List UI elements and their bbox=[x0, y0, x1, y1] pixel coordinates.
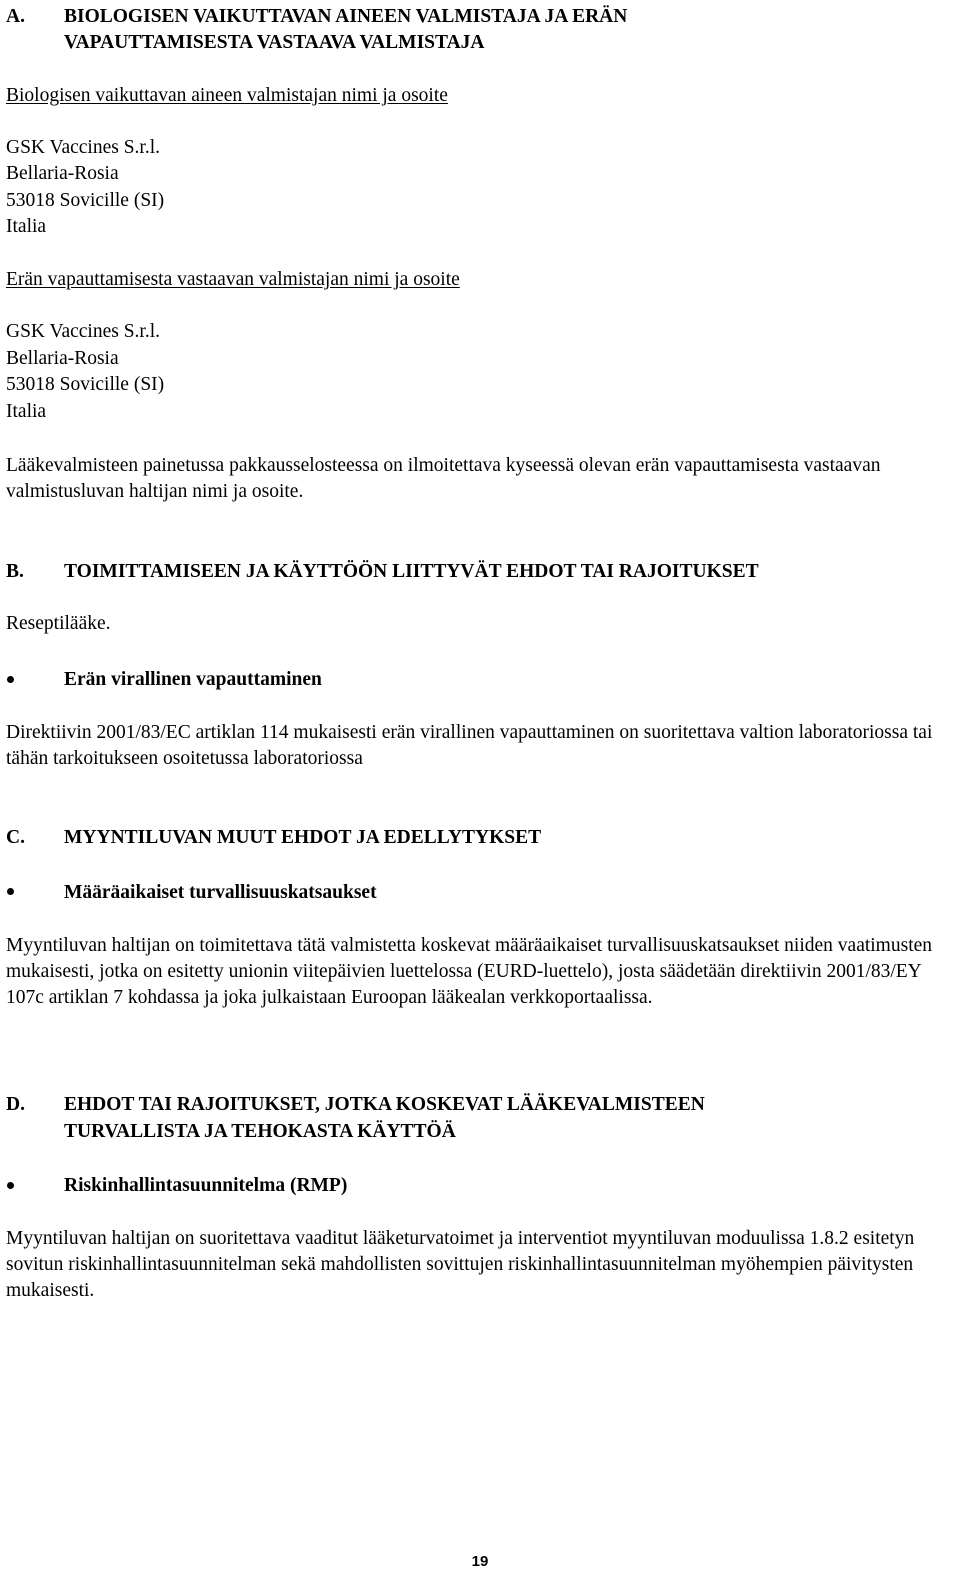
release-address-line: 53018 Sovicille (SI) bbox=[6, 374, 165, 395]
bullet-icon bbox=[7, 676, 14, 683]
section-a-title-line2: VAPAUTTAMISESTA VASTAAVA VALMISTAJA bbox=[64, 32, 485, 53]
section-d-title-line1: EHDOT TAI RAJOITUKSET, JOTKA KOSKEVAT LÄÄKEVALMISTEEN bbox=[64, 1094, 705, 1115]
section-b-letter: B. bbox=[6, 561, 24, 582]
package-leaflet-note: Lääkevalmisteen painetussa pakkausselosteessa on ilmoitettava kyseessä olevan erän vapauttamisesta vastaavan valmistusluvan haltijan nimi ja osoite. bbox=[6, 455, 881, 502]
bio-address-line: Bellaria-Rosia bbox=[6, 163, 119, 184]
bullet-icon bbox=[7, 1182, 14, 1189]
section-c-letter: C. bbox=[6, 827, 25, 848]
section-b-title: TOIMITTAMISEEN JA KÄYTTÖÖN LIITTYVÄT EHDOT TAI RAJOITUKSET bbox=[64, 561, 759, 582]
rmp-paragraph: Myyntiluvan haltijan on suoritettava vaaditut lääketurvatoimet ja interventiot myyntiluvan moduulissa 1.8.2 esitetyn sovitun riskinhallintasuunnitelman sekä mahdollisten sovittujen riskinhallintasuunnitelman myöhempien päivitysten mukaisesti. bbox=[6, 1228, 915, 1301]
rmp-heading: Riskinhallintasuunnitelma (RMP) bbox=[64, 1175, 348, 1196]
section-d-letter: D. bbox=[6, 1094, 25, 1115]
batch-release-paragraph: Direktiivin 2001/83/EC artiklan 114 mukaisesti erän virallinen vapauttaminen on suoritettava valtion laboratoriossa tai tähän tarkoitukseen osoitetussa laboratoriossa bbox=[6, 722, 933, 769]
release-address-line: GSK Vaccines S.r.l. bbox=[6, 321, 161, 342]
bio-address-line: Italia bbox=[6, 216, 47, 237]
page-number: 19 bbox=[471, 1553, 489, 1570]
official-batch-release-heading: Erän virallinen vapauttaminen bbox=[64, 669, 322, 690]
bio-address-line: GSK Vaccines S.r.l. bbox=[6, 137, 161, 158]
section-c-title: MYYNTILUVAN MUUT EHDOT JA EDELLYTYKSET bbox=[64, 827, 542, 848]
psur-heading: Määräaikaiset turvallisuuskatsaukset bbox=[64, 882, 377, 903]
release-address-line: Bellaria-Rosia bbox=[6, 348, 119, 369]
psur-paragraph: Myyntiluvan haltijan on toimitettava tätä valmistetta koskevat määräaikaiset turvallisuuskatsaukset niiden vaatimusten mukaisesti, jotka on esitetty unionin viitepäivien luettelossa (EURD-luettelo), josta säädetään direktiivin 2001/83/EY 107c artiklan 7 kohdassa ja joka julkaistaan Euroopan lääkealan verkkoportaalissa. bbox=[6, 935, 933, 1008]
bio-manufacturer-heading: Biologisen vaikuttavan aineen valmistajan nimi ja osoite bbox=[6, 85, 448, 106]
release-manufacturer-heading: Erän vapauttamisesta vastaavan valmistajan nimi ja osoite bbox=[6, 269, 460, 290]
prescription-status: Reseptilääke. bbox=[6, 613, 111, 634]
bullet-icon bbox=[7, 888, 14, 895]
section-a-letter: A. bbox=[6, 6, 25, 27]
section-d-title-line2: TURVALLISTA JA TEHOKASTA KÄYTTÖÄ bbox=[64, 1121, 456, 1142]
release-address-line: Italia bbox=[6, 401, 47, 422]
section-a-title-line1: BIOLOGISEN VAIKUTTAVAN AINEEN VALMISTAJA JA ERÄN bbox=[64, 6, 628, 27]
bio-address-line: 53018 Sovicille (SI) bbox=[6, 190, 165, 211]
